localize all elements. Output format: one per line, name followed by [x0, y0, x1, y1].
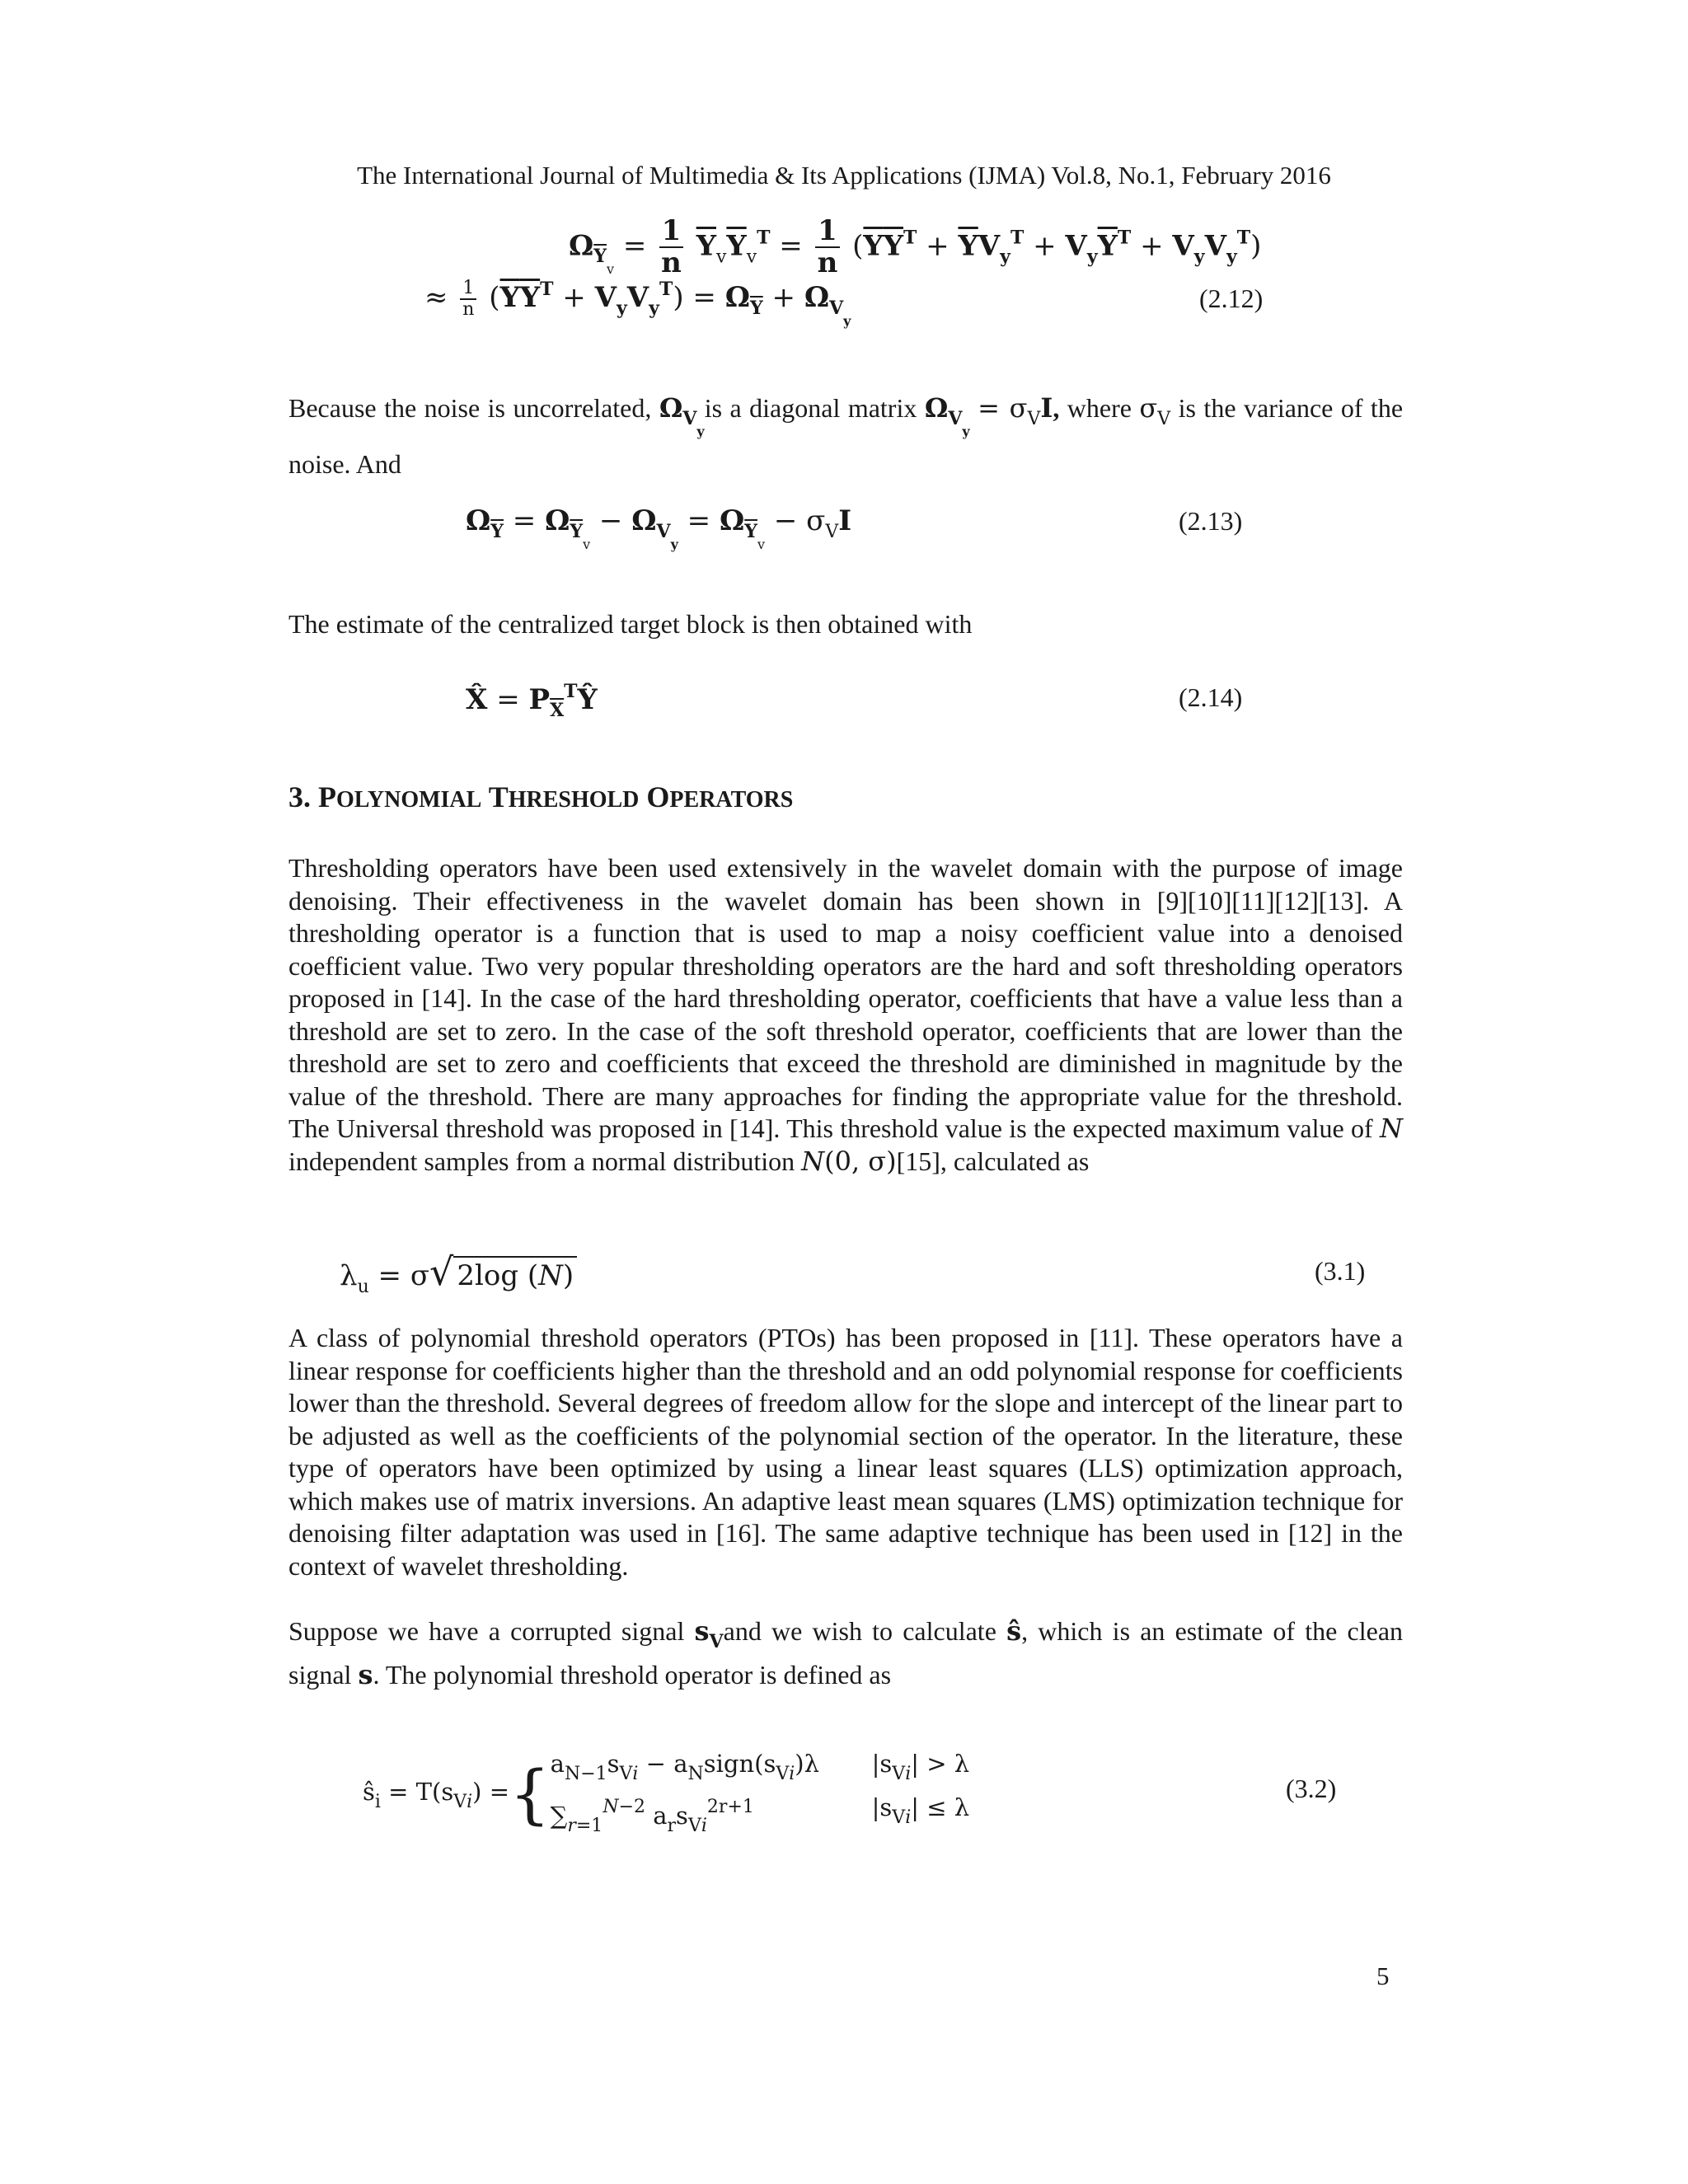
page-number: 5: [1376, 1961, 1390, 1990]
equation-3-1-number: (3.1): [1315, 1256, 1366, 1286]
section-word-1: POLYNOMIAL: [318, 780, 482, 813]
p1-text-3: where: [1059, 393, 1140, 423]
equation-2-14-number: (2.14): [1179, 682, 1243, 712]
running-head: The International Journal of Multimedia & Its Applications (IJMA) Vol.8, No.1, February 2016: [357, 161, 1331, 190]
section-word-3: OPERATORS: [646, 780, 794, 813]
equation-2-12-number: (2.12): [1199, 284, 1264, 313]
paragraph-estimate: The estimate of the centralized target block is then obtained with: [288, 609, 973, 639]
paragraph-thresholding-operators: Thresholding operators have been used extensively in the wavelet domain with the purpose of image denoising. Their effectiveness in the wavelet domain has been shown in [9][10][11][12][13]. A thresholding operator is a function that is used to map a noisy coefficient value into a denoised coefficient value. Two very popular thresholding operators are the hard and soft thresholding operators proposed in [14]. In the case of the hard thresholding operator, coefficients that have a value less than a threshold are set to zero. In the case of the soft threshold operator, coefficients that are lower than the threshold are set to zero and coefficients that exceed the threshold are diminished in magnitude by the value of the threshold. There are many approaches for finding the appropriate value for the threshold. The Universal threshold was proposed in [14]. This threshold value is the expected maximum value of N independent samples from a normal distribution N(0, σ)[15], calculated as: [288, 853, 1403, 1177]
paragraph-corrupted-signal: Suppose we have a corrupted signal $s_Vand$ we wish to calculate ŝ, which is an estimate of the clean signal s. The polynomial threshold operator is defined as: [288, 1615, 1404, 1690]
equation-2-12-line-2: ≈ $\frac{1}{n}$ $(\overline{Y}\overline{Y}^T + V_yV_y^T) = \Omega_{\overline{Y}} + \Omega_{V_y}$: [424, 278, 851, 330]
p1-text-4: is the variance of the noise. And: [288, 393, 1404, 479]
p1-text-1: Because the noise is uncorrelated,: [288, 393, 659, 423]
section-heading-polynomial-threshold-operators: 3. POLYNOMIAL THRESHOLD OPERATORS: [288, 780, 794, 813]
section-word-2: THRESHOLD: [488, 780, 640, 813]
equation-2-12-line-1: $\Omega_{\overline{Y}_v}$ = $\frac{1}{n}$ $\overline{Y}_v\overline{Y}_v^T$ = $\frac{1}{n}$ $(\overline{Y}\overline{Y}^T + \overline{Y}V_y^T + V_y\overline{Y}^T + V_yV_y^T)$: [569, 214, 1262, 280]
equation-2-14: X̂ = $P_{\overline{X}}^TŶ$: [466, 681, 598, 721]
p1-text-2: is a diagonal matrix: [704, 393, 925, 423]
paragraph-noise-uncorrelated: Because the noise is uncorrelated, $\Omega_{V_y}is$ a diagonal matrix $\Omega_{V_y} = \sigma_VI$, where $\sigma_V$ is the variance of the noise. And: [288, 392, 1404, 479]
equation-3-1: $\lambda_u = \sigma√$ 2log (N): [340, 1249, 577, 1297]
equation-3-2-number: (3.2): [1286, 1774, 1337, 1803]
equation-2-13-number: (2.13): [1179, 506, 1243, 536]
paragraph-pto-class: A class of polynomial threshold operators (PTOs) has been proposed in [11]. These operators have a linear response for coefficients higher than the threshold and an odd polynomial response for coefficients lower than the threshold. Several degrees of freedom allow for the slope and intercept of the linear part to be adjusted as well as the coefficients of the polynomial section of the operator. In the literature, these type of operators have been optimized by using a linear least squares (LLS) optimization approach, which makes use of matrix inversions. An adaptive least mean squares (LMS) optimization technique for denoising filter adaptation was used in [16]. The same adaptive technique has been used in [12] in the context of wavelet thresholding.: [288, 1323, 1403, 1581]
equation-3-2: $ŝ_i = T(s_{Vi})$ ={ $a_{N-1}s_{Vi}$ − $a_Nsign(s_{Vi})\lambda$ $|s_{Vi}| > \lambda$ $\sum_{r=1}^{N-2}$ $a_rs_{Vi}^{2r+1}$ $|s_{Vi}| \le \lambda$: [363, 1750, 970, 1836]
equation-2-13: $\Omega_{\overline{Y}} = \Omega_{\overline{Y}_v} - \Omega_{V_y} = \Omega_{\overline{Y}_v} - \sigma_VI$: [466, 504, 852, 552]
